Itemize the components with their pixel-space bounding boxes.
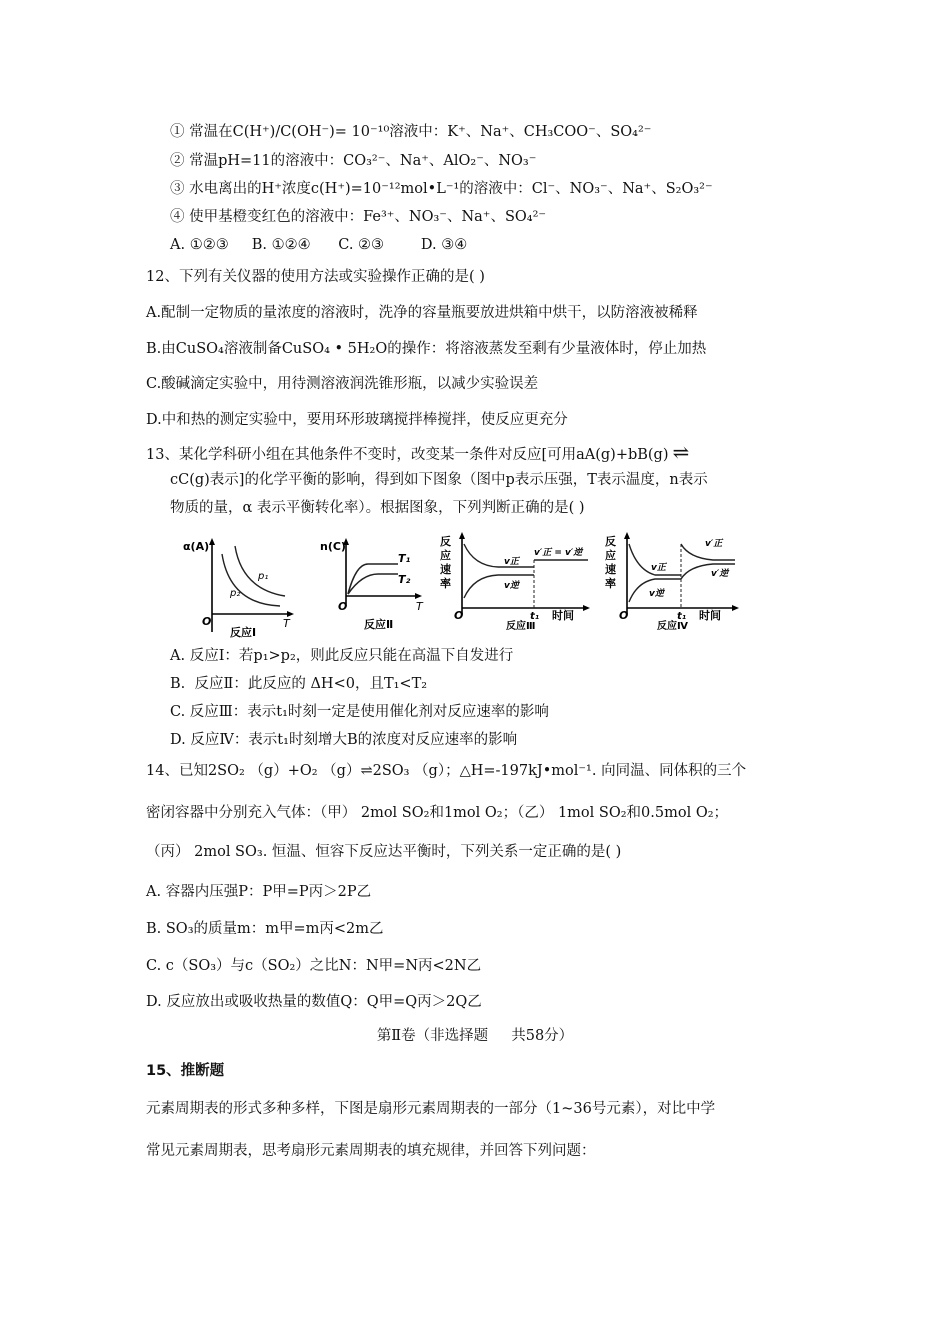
q12-stem: 12、下列有关仪器的使用方法或实验操作正确的是( ) [146,269,485,285]
q14-line1: 14、已知2SO₂ （g）+O₂ （g）⇌2SO₃ （g）；△H=-197kJ•mol⁻¹. 向同温、同体积的三个 [146,763,747,779]
q15-line1: 元素周期表的形式多种多样，下图是扇形元素周期表的一部分（1~36号元素），对比中学 [146,1101,716,1117]
x-axis-arrow-icon [583,605,590,611]
y-label-2: 应 [440,549,451,562]
equilibrium-arrow-icon: ⇌ [672,440,690,464]
x-label: T [283,617,290,630]
label-v2-reverse: v′逆 [711,569,729,579]
t1-label: t₁ [530,611,540,622]
q13-stem-line2: cC(g)表示]的化学平衡的影响，得到如下图象（图中p表示压强，T表示温度，n表示 [170,472,708,488]
y-label-2: 应 [605,549,616,562]
y-axis-arrow-icon [209,538,215,545]
graph-reaction-1 [180,534,300,638]
y-label-1: 反 [605,535,616,548]
origin-label: O [338,600,348,613]
q14-option-b: B. SO₃的质量m：m甲=m丙<2m乙 [146,921,384,937]
label-equal: v′正 = v′逆 [534,548,583,558]
x-axis-arrow-icon [732,605,739,611]
q11-item-3: ③ 水电离出的H⁺浓度c(H⁺)=10⁻¹²mol•L⁻¹的溶液中：Cl⁻、NO₃⁻、Na⁺、S₂O₃²⁻ [170,181,713,197]
q12-option-a: A.配制一定物质的量浓度的溶液时，洗净的容量瓶要放进烘箱中烘干，以防溶液被稀释 [146,305,698,321]
q14-line3: （丙） 2mol SO₃. 恒温、恒容下反应达平衡时，下列关系一定正确的是( ) [146,844,622,860]
q11-item-4: ④ 使甲基橙变红色的溶液中：Fe³⁺、NO₃⁻、Na⁺、SO₄²⁻ [170,209,547,225]
label-v-reverse: v逆 [504,581,519,591]
graph-reaction-2 [318,534,430,638]
q13-option-b: B. 反应Ⅱ：此反应的 ΔH<0，且T₁<T₂ [170,676,428,692]
origin-label: O [202,615,212,628]
graph-reaction-4 [603,530,743,630]
q13-option-c: C. 反应Ⅲ：表示t₁时刻一定是使用催化剂对反应速率的影响 [170,704,549,720]
q15-title: 15、推断题 [146,1063,225,1079]
q11-options: A. ①②③ B. ①②④ C. ②③ D. ③④ [170,237,468,253]
q13-stem-text-1: 13、某化学科研小组在其他条件不变时，改变某一条件对反应[可用aA(g)+bB(g) [146,447,669,463]
label-p1: p₁ [258,571,269,582]
caption: 反应Ⅱ [364,618,394,631]
y-label-3: 速 [440,563,451,576]
origin-label: O [619,609,629,622]
y-label: α(A) [183,540,210,553]
curve-v-reverse [464,575,534,598]
origin-label: O [454,609,464,622]
y-label-3: 速 [605,563,616,576]
y-label: n(C) [320,540,346,553]
q15-line2: 常见元素周期表，思考扇形元素周期表的填充规律，并回答下列问题： [146,1143,596,1159]
part-2-title: 第Ⅱ卷（非选择题 共58分） [376,1028,574,1044]
caption: 反应Ⅲ [506,621,536,630]
q11-item-2: ② 常温pH=11的溶液中：CO₃²⁻、Na⁺、AlO₂⁻、NO₃⁻ [170,153,537,169]
label-v-forward: v正 [651,563,666,573]
q13-stem-line1 [146,440,690,464]
y-axis-arrow-icon [624,532,630,539]
y-axis-arrow-icon [459,532,465,539]
caption: 反应Ⅳ [657,621,688,630]
y-label-4: 率 [605,577,616,590]
q12-option-d: D.中和热的测定实验中，要用环形玻璃搅拌棒搅拌，使反应更充分 [146,412,568,428]
curve-v-forward [464,544,534,567]
q12-option-c: C.酸碱滴定实验中，用待测溶液润洗锥形瓶，以减少实验误差 [146,376,539,392]
y-label-1: 反 [440,535,451,548]
t1-label: t₁ [677,611,687,622]
q14-option-c: C. c（SO₃）与c（SO₂）之比N：N甲=N丙<2N乙 [146,958,482,974]
label-p2: p₂ [230,588,241,599]
q13-option-d: D. 反应Ⅳ：表示t₁时刻增大B的浓度对反应速率的影响 [170,732,518,748]
label-t1: T₁ [398,552,411,565]
q11-item-1: ① 常温在C(H⁺)/C(OH⁻)= 10⁻¹⁰溶液中：K⁺、Na⁺、CH₃COO⁻、SO₄²⁻ [170,124,652,140]
label-v-forward: v正 [504,557,519,567]
curve-t1 [348,564,398,594]
label-t2: T₂ [398,573,411,586]
label-v2-forward: v′正 [705,539,723,549]
q13-option-a: A. 反应Ⅰ：若p₁>p₂，则此反应只能在高温下自发进行 [170,648,514,664]
x-label: 时间 [552,609,574,622]
q14-line2: 密闭容器中分别充入气体：（甲） 2mol SO₂和1mol O₂；（乙） 1mol SO₂和0.5mol O₂； [146,805,729,821]
label-v-reverse: v逆 [649,589,664,599]
x-label: 时间 [699,609,721,622]
caption: 反应Ⅰ [230,626,257,638]
x-label: T [416,600,423,613]
curve-t2 [348,574,398,594]
graph-reaction-3 [438,530,593,630]
q14-option-a: A. 容器内压强P：P甲=P丙＞2P乙 [146,884,372,900]
y-label-4: 率 [440,577,451,590]
q13-stem-line3: 物质的量，α 表示平衡转化率）。根据图象，下列判断正确的是( ) [170,500,585,516]
q14-option-d: D. 反应放出或吸收热量的数值Q：Q甲=Q丙＞2Q乙 [146,994,482,1010]
q12-option-b: B.由CuSO₄溶液制备CuSO₄ • 5H₂O的操作：将溶液蒸发至剩有少量液体时，停止加热 [146,341,707,357]
x-axis-arrow-icon [415,593,422,599]
